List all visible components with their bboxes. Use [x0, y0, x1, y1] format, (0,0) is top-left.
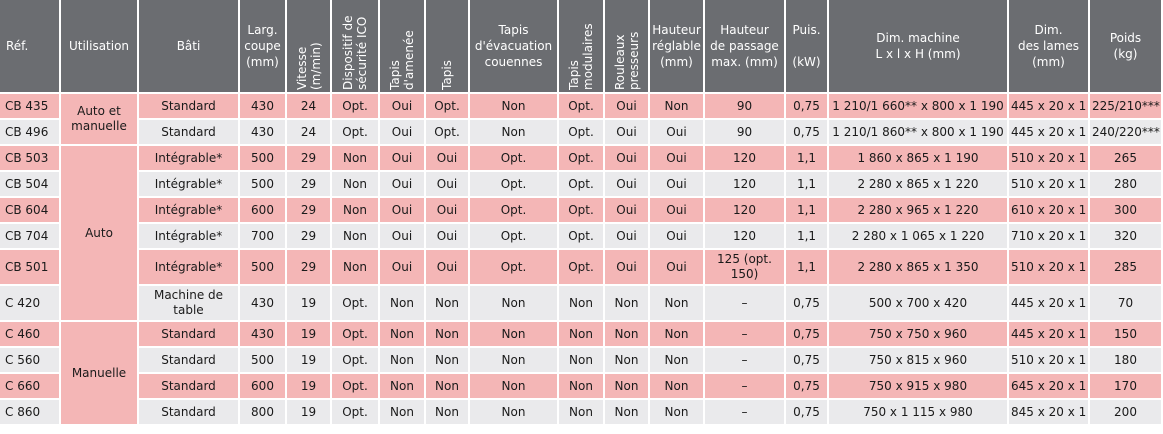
cell-tapis: Oui — [426, 146, 468, 170]
cell-bati: Standard — [139, 348, 238, 372]
table-row — [0, 374, 1161, 398]
cell-tapis-evacuation: Opt. — [470, 146, 557, 170]
cell-utilisation: Auto et manuelle — [61, 94, 137, 144]
cell-tapis-amenee: Oui — [380, 198, 424, 222]
header-rouleaux: Rouleaux presseurs — [605, 0, 648, 92]
cell-dim-machine: 1 210/1 860** x 800 x 1 190 — [829, 120, 1007, 144]
cell-vitesse: 29 — [287, 224, 330, 248]
cell-dim-machine: 1 210/1 660** x 800 x 1 190 — [829, 94, 1007, 118]
table-row — [0, 286, 1161, 320]
cell-dim-lames: 445 x 20 x 1 — [1009, 322, 1088, 346]
cell-ref: C 660 — [0, 374, 59, 398]
cell-tapis-modulaires: Opt. — [559, 120, 603, 144]
cell-tapis-modulaires: Non — [559, 322, 603, 346]
cell-hauteur-passage: – — [705, 374, 784, 398]
cell-dim-lames: 510 x 20 x 1 — [1009, 250, 1088, 284]
cell-ico: Non — [332, 172, 378, 196]
cell-vitesse: 19 — [287, 400, 330, 424]
cell-ico: Non — [332, 146, 378, 170]
cell-ref: CB 503 — [0, 146, 59, 170]
cell-larg: 800 — [240, 400, 285, 424]
cell-larg: 500 — [240, 348, 285, 372]
cell-rouleaux: Oui — [605, 250, 648, 284]
cell-ico: Opt. — [332, 348, 378, 372]
cell-puissance: 1,1 — [786, 146, 827, 170]
cell-poids: 320 — [1090, 224, 1161, 248]
header-tapis: Tapis — [426, 0, 468, 92]
table-row — [0, 120, 1161, 144]
cell-ref: CB 435 — [0, 94, 59, 118]
cell-rouleaux: Oui — [605, 120, 648, 144]
cell-tapis: Oui — [426, 224, 468, 248]
header-tapis-evacuation: Tapis d'évacuation couennes — [470, 0, 557, 92]
cell-rouleaux: Non — [605, 286, 648, 320]
cell-ico: Opt. — [332, 322, 378, 346]
cell-ico: Opt. — [332, 286, 378, 320]
cell-hauteur-passage: – — [705, 322, 784, 346]
cell-poids: 180 — [1090, 348, 1161, 372]
cell-hauteur-reglable: Non — [650, 322, 703, 346]
cell-larg: 430 — [240, 286, 285, 320]
table-row — [0, 322, 1161, 346]
cell-larg: 500 — [240, 172, 285, 196]
cell-ico: Opt. — [332, 400, 378, 424]
cell-bati: Standard — [139, 94, 238, 118]
cell-tapis-evacuation: Non — [470, 348, 557, 372]
cell-ref: CB 496 — [0, 120, 59, 144]
cell-dim-lames: 445 x 20 x 1 — [1009, 94, 1088, 118]
cell-dim-machine: 1 860 x 865 x 1 190 — [829, 146, 1007, 170]
cell-larg: 700 — [240, 224, 285, 248]
cell-tapis-amenee: Oui — [380, 94, 424, 118]
cell-tapis-modulaires: Opt. — [559, 172, 603, 196]
cell-tapis: Non — [426, 400, 468, 424]
cell-vitesse: 24 — [287, 94, 330, 118]
cell-ref: CB 604 — [0, 198, 59, 222]
cell-puissance: 1,1 — [786, 198, 827, 222]
cell-tapis-amenee: Oui — [380, 224, 424, 248]
cell-dim-machine: 750 x 750 x 960 — [829, 322, 1007, 346]
cell-poids: 240/220*** — [1090, 120, 1161, 144]
cell-larg: 600 — [240, 198, 285, 222]
cell-dim-lames: 645 x 20 x 1 — [1009, 374, 1088, 398]
cell-ref: CB 501 — [0, 250, 59, 284]
cell-dim-machine: 2 280 x 865 x 1 350 — [829, 250, 1007, 284]
cell-utilisation: Auto — [61, 146, 137, 320]
cell-hauteur-passage: 120 — [705, 224, 784, 248]
header-dim-machine: Dim. machine L x l x H (mm) — [829, 0, 1007, 92]
cell-hauteur-passage: – — [705, 348, 784, 372]
cell-rouleaux: Non — [605, 400, 648, 424]
cell-poids: 225/210*** — [1090, 94, 1161, 118]
table-row — [0, 400, 1161, 424]
cell-rouleaux: Oui — [605, 172, 648, 196]
cell-hauteur-reglable: Non — [650, 374, 703, 398]
cell-vitesse: 19 — [287, 286, 330, 320]
cell-bati: Standard — [139, 322, 238, 346]
cell-poids: 280 — [1090, 172, 1161, 196]
cell-bati: Standard — [139, 120, 238, 144]
header-tapis-amenee: Tapis d'amenée — [380, 0, 424, 92]
cell-bati: Intégrable* — [139, 224, 238, 248]
cell-larg: 430 — [240, 322, 285, 346]
cell-tapis-modulaires: Non — [559, 286, 603, 320]
cell-poids: 150 — [1090, 322, 1161, 346]
cell-ref: C 860 — [0, 400, 59, 424]
cell-tapis: Non — [426, 348, 468, 372]
cell-tapis-evacuation: Opt. — [470, 172, 557, 196]
cell-hauteur-reglable: Oui — [650, 120, 703, 144]
table-body — [0, 94, 1161, 424]
cell-vitesse: 19 — [287, 374, 330, 398]
cell-poids: 200 — [1090, 400, 1161, 424]
cell-bati: Intégrable* — [139, 250, 238, 284]
cell-tapis-amenee: Oui — [380, 120, 424, 144]
cell-larg: 430 — [240, 94, 285, 118]
cell-tapis-evacuation: Non — [470, 286, 557, 320]
header-tapis-modulaires: Tapis modulaires — [559, 0, 603, 92]
cell-hauteur-reglable: Oui — [650, 172, 703, 196]
cell-dim-machine: 750 x 815 x 960 — [829, 348, 1007, 372]
cell-ref: C 460 — [0, 322, 59, 346]
cell-tapis-evacuation: Opt. — [470, 198, 557, 222]
cell-hauteur-reglable: Oui — [650, 224, 703, 248]
cell-larg: 500 — [240, 250, 285, 284]
table-header — [0, 0, 1161, 92]
cell-tapis: Oui — [426, 250, 468, 284]
cell-tapis-amenee: Non — [380, 286, 424, 320]
cell-tapis-amenee: Non — [380, 348, 424, 372]
header-larg: Larg. coupe (mm) — [240, 0, 285, 92]
cell-tapis-evacuation: Non — [470, 322, 557, 346]
cell-hauteur-reglable: Non — [650, 286, 703, 320]
table-row — [0, 198, 1161, 222]
cell-dim-lames: 510 x 20 x 1 — [1009, 146, 1088, 170]
cell-tapis-amenee: Oui — [380, 172, 424, 196]
cell-puissance: 0,75 — [786, 348, 827, 372]
cell-bati: Intégrable* — [139, 198, 238, 222]
header-hauteur-passage: Hauteur de passage max. (mm) — [705, 0, 784, 92]
cell-puissance: 0,75 — [786, 374, 827, 398]
cell-hauteur-passage: 90 — [705, 94, 784, 118]
cell-vitesse: 19 — [287, 322, 330, 346]
cell-tapis: Non — [426, 322, 468, 346]
table-row — [0, 172, 1161, 196]
cell-dim-lames: 610 x 20 x 1 — [1009, 198, 1088, 222]
cell-poids: 285 — [1090, 250, 1161, 284]
cell-hauteur-passage: 125 (opt. 150) — [705, 250, 784, 284]
cell-tapis-modulaires: Opt. — [559, 94, 603, 118]
cell-tapis-modulaires: Opt. — [559, 224, 603, 248]
cell-dim-lames: 510 x 20 x 1 — [1009, 348, 1088, 372]
cell-larg: 500 — [240, 146, 285, 170]
cell-puissance: 0,75 — [786, 322, 827, 346]
header-hauteur-reglable: Hauteur réglable (mm) — [650, 0, 703, 92]
cell-tapis-evacuation: Non — [470, 120, 557, 144]
cell-hauteur-passage: 120 — [705, 146, 784, 170]
cell-dim-machine: 750 x 915 x 980 — [829, 374, 1007, 398]
cell-rouleaux: Oui — [605, 94, 648, 118]
cell-vitesse: 29 — [287, 172, 330, 196]
cell-poids: 265 — [1090, 146, 1161, 170]
cell-tapis: Non — [426, 374, 468, 398]
cell-vitesse: 29 — [287, 250, 330, 284]
header-vitesse: Vitesse (m/min) — [287, 0, 330, 92]
cell-hauteur-reglable: Oui — [650, 146, 703, 170]
cell-tapis-modulaires: Opt. — [559, 250, 603, 284]
cell-ico: Non — [332, 250, 378, 284]
cell-tapis-modulaires: Opt. — [559, 198, 603, 222]
cell-tapis: Opt. — [426, 94, 468, 118]
cell-tapis-modulaires: Non — [559, 400, 603, 424]
cell-hauteur-reglable: Non — [650, 94, 703, 118]
cell-larg: 430 — [240, 120, 285, 144]
cell-rouleaux: Oui — [605, 198, 648, 222]
cell-bati: Machine de table — [139, 286, 238, 320]
header-ref: Réf. — [0, 0, 59, 92]
cell-dim-machine: 2 280 x 965 x 1 220 — [829, 198, 1007, 222]
cell-rouleaux: Non — [605, 348, 648, 372]
cell-tapis: Oui — [426, 172, 468, 196]
cell-dim-machine: 500 x 700 x 420 — [829, 286, 1007, 320]
cell-puissance: 0,75 — [786, 120, 827, 144]
header-bati: Bâti — [139, 0, 238, 92]
cell-ico: Opt. — [332, 374, 378, 398]
cell-ref: C 420 — [0, 286, 59, 320]
cell-bati: Standard — [139, 400, 238, 424]
cell-tapis-modulaires: Opt. — [559, 146, 603, 170]
cell-dim-machine: 2 280 x 865 x 1 220 — [829, 172, 1007, 196]
cell-ico: Opt. — [332, 120, 378, 144]
cell-vitesse: 19 — [287, 348, 330, 372]
cell-tapis-evacuation: Opt. — [470, 250, 557, 284]
cell-hauteur-reglable: Oui — [650, 250, 703, 284]
cell-hauteur-passage: 90 — [705, 120, 784, 144]
cell-rouleaux: Non — [605, 322, 648, 346]
cell-vitesse: 29 — [287, 198, 330, 222]
table-row — [0, 94, 1161, 118]
cell-tapis: Non — [426, 286, 468, 320]
cell-poids: 170 — [1090, 374, 1161, 398]
cell-puissance: 1,1 — [786, 172, 827, 196]
cell-tapis-amenee: Oui — [380, 146, 424, 170]
cell-dim-lames: 710 x 20 x 1 — [1009, 224, 1088, 248]
cell-tapis: Oui — [426, 198, 468, 222]
table-row — [0, 224, 1161, 248]
cell-hauteur-passage: – — [705, 286, 784, 320]
header-puissance: Puis. (kW) — [786, 0, 827, 92]
cell-tapis-modulaires: Non — [559, 374, 603, 398]
cell-bati: Intégrable* — [139, 146, 238, 170]
header-dim-lames: Dim. des lames (mm) — [1009, 0, 1088, 92]
cell-ico: Non — [332, 224, 378, 248]
header-utilisation: Utilisation — [61, 0, 137, 92]
cell-tapis-evacuation: Non — [470, 94, 557, 118]
cell-hauteur-reglable: Non — [650, 348, 703, 372]
cell-ico: Non — [332, 198, 378, 222]
cell-hauteur-reglable: Oui — [650, 198, 703, 222]
cell-ref: CB 704 — [0, 224, 59, 248]
cell-tapis-amenee: Non — [380, 400, 424, 424]
cell-tapis-evacuation: Non — [470, 374, 557, 398]
cell-hauteur-passage: 120 — [705, 198, 784, 222]
cell-ref: C 560 — [0, 348, 59, 372]
cell-bati: Intégrable* — [139, 172, 238, 196]
cell-dim-lames: 445 x 20 x 1 — [1009, 120, 1088, 144]
cell-dim-lames: 845 x 20 x 1 — [1009, 400, 1088, 424]
header-poids: Poids (kg) — [1090, 0, 1161, 92]
cell-rouleaux: Non — [605, 374, 648, 398]
cell-puissance: 0,75 — [786, 286, 827, 320]
cell-hauteur-passage: 120 — [705, 172, 784, 196]
cell-tapis-amenee: Non — [380, 322, 424, 346]
cell-dim-machine: 750 x 1 115 x 980 — [829, 400, 1007, 424]
table-row — [0, 250, 1161, 284]
cell-rouleaux: Oui — [605, 224, 648, 248]
cell-dim-lames: 445 x 20 x 1 — [1009, 286, 1088, 320]
cell-tapis-evacuation: Non — [470, 400, 557, 424]
cell-vitesse: 29 — [287, 146, 330, 170]
cell-bati: Standard — [139, 374, 238, 398]
cell-dim-lames: 510 x 20 x 1 — [1009, 172, 1088, 196]
cell-puissance: 0,75 — [786, 94, 827, 118]
cell-dim-machine: 2 280 x 1 065 x 1 220 — [829, 224, 1007, 248]
cell-puissance: 1,1 — [786, 224, 827, 248]
cell-poids: 70 — [1090, 286, 1161, 320]
cell-puissance: 1,1 — [786, 250, 827, 284]
cell-hauteur-passage: – — [705, 400, 784, 424]
cell-puissance: 0,75 — [786, 400, 827, 424]
cell-tapis-amenee: Non — [380, 374, 424, 398]
cell-ref: CB 504 — [0, 172, 59, 196]
cell-poids: 300 — [1090, 198, 1161, 222]
cell-rouleaux: Oui — [605, 146, 648, 170]
cell-utilisation: Manuelle — [61, 322, 137, 424]
header-dispositif: Dispositif de sécurité ICO — [332, 0, 378, 92]
cell-tapis-evacuation: Opt. — [470, 224, 557, 248]
cell-tapis-amenee: Oui — [380, 250, 424, 284]
cell-tapis: Opt. — [426, 120, 468, 144]
table-row — [0, 146, 1161, 170]
cell-tapis-modulaires: Non — [559, 348, 603, 372]
cell-hauteur-reglable: Non — [650, 400, 703, 424]
cell-ico: Opt. — [332, 94, 378, 118]
cell-vitesse: 24 — [287, 120, 330, 144]
table-row — [0, 348, 1161, 372]
cell-larg: 600 — [240, 374, 285, 398]
